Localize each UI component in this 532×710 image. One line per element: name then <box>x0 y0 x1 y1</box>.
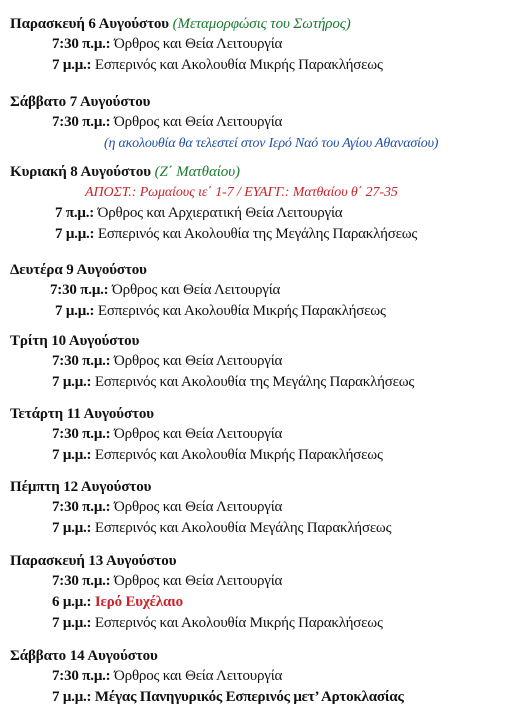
day-block <box>10 260 528 322</box>
day-block <box>10 331 528 393</box>
service-line <box>10 203 528 224</box>
service-line <box>10 666 528 687</box>
day-title: Σάββατο 7 Αυγούστου <box>10 94 151 110</box>
service-line <box>10 55 528 76</box>
day-title: Σάββατο 14 Αυγούστου <box>10 648 158 664</box>
service-line <box>10 301 528 322</box>
service-time: 7:30 π.μ.: <box>52 353 111 369</box>
service-time: 7:30 π.μ.: <box>52 426 111 442</box>
day-header <box>10 92 528 112</box>
service-time: 6 μ.μ.: <box>52 594 92 610</box>
feast-name: (Ζ΄ Ματθαίου) <box>154 164 240 180</box>
service-time: 7:30 π.μ.: <box>50 282 109 298</box>
day-title: Πέμπτη 12 Αυγούστου <box>10 479 152 495</box>
day-title: Δευτέρα 9 Αυγούστου <box>10 262 147 278</box>
service-time: 7 μ.μ.: <box>52 689 92 705</box>
service-desc: Εσπερινός και Ακολουθία Μεγάλης Παρακλήσεως <box>94 520 392 536</box>
service-time: 7 π.μ.: <box>55 205 95 221</box>
service-desc: Όρθρος και Θεία Λειτουργία <box>114 668 283 684</box>
service-line <box>10 424 528 445</box>
service-line <box>10 112 528 133</box>
service-desc: Εσπερινός και Ακολουθία της Μεγάλης Παρακλήσεως <box>97 226 418 242</box>
service-desc: Εσπερινός και Ακολουθία Μικρής Παρακλήσεως <box>94 57 383 73</box>
day-header <box>10 551 528 571</box>
service-desc: Εσπερινός και Ακολουθία της Μεγάλης Παρακλήσεως <box>94 374 415 390</box>
day-header <box>10 404 528 424</box>
service-desc-highlight: Ιερό Ευχέλαιο <box>94 594 183 610</box>
service-time: 7:30 π.μ.: <box>52 573 111 589</box>
service-desc: Εσπερινός και Ακολουθία Μικρής Παρακλήσεως <box>94 615 383 631</box>
day-header <box>10 162 528 182</box>
service-time: 7 μ.μ.: <box>55 303 95 319</box>
day-block <box>10 477 528 539</box>
service-time: 7 μ.μ.: <box>52 615 92 631</box>
day-block <box>10 551 528 634</box>
feast-name: (Μεταμορφώσις του Σωτήρος) <box>172 16 351 32</box>
service-desc: Όρθρος και Θεία Λειτουργία <box>114 499 283 515</box>
service-time: 7:30 π.μ.: <box>52 499 111 515</box>
service-desc: Όρθρος και Θεία Λειτουργία <box>112 282 281 298</box>
service-line <box>10 224 528 245</box>
service-desc: Όρθρος και Θεία Λειτουργία <box>114 353 283 369</box>
day-block <box>10 646 528 708</box>
service-time: 7:30 π.μ.: <box>52 36 111 52</box>
service-desc: Όρθρος και Θεία Λειτουργία <box>114 426 283 442</box>
readings-note: ΑΠΟΣΤ.: Ρωμαίους ιε΄ 1-7 / ΕΥΑΓΓ.: Ματθαίου θ΄ 27-35 <box>85 185 398 200</box>
day-title: Κυριακή 8 Αυγούστου <box>10 164 151 180</box>
service-time: 7 μ.μ.: <box>52 57 92 73</box>
service-desc: Όρθρος και Θεία Λειτουργία <box>114 573 283 589</box>
service-time: 7 μ.μ.: <box>55 226 95 242</box>
day-title: Τρίτη 10 Αυγούστου <box>10 333 140 349</box>
service-desc: Όρθρος και Θεία Λειτουργία <box>114 114 283 130</box>
day-title: Παρασκευή 13 Αυγούστου <box>10 553 177 569</box>
day-header <box>10 646 528 666</box>
day-title: Τετάρτη 11 Αυγούστου <box>10 406 154 422</box>
service-desc: Όρθρος και Αρχιερατική Θεία Λειτουργία <box>97 205 343 221</box>
day-block <box>10 162 528 245</box>
service-line <box>10 518 528 539</box>
day-block <box>10 92 528 154</box>
day-header <box>10 14 528 34</box>
service-line <box>10 34 528 55</box>
location-note: (η ακολουθία θα τελεστεί στον Ιερό Ναό του Αγίου Αθανασίου) <box>104 136 439 151</box>
service-time: 7 μ.μ.: <box>52 447 92 463</box>
service-desc: Εσπερινός και Ακολουθία Μικρής Παρακλήσεως <box>94 447 383 463</box>
service-desc: Όρθρος και Θεία Λειτουργία <box>114 36 283 52</box>
service-line <box>10 445 528 466</box>
service-line <box>10 571 528 592</box>
day-header <box>10 260 528 280</box>
service-line <box>10 613 528 634</box>
day-block <box>10 404 528 466</box>
day-title: Παρασκευή 6 Αυγούστου <box>10 16 169 32</box>
service-time: 7:30 π.μ.: <box>52 114 111 130</box>
service-line <box>10 592 528 613</box>
day-header <box>10 477 528 497</box>
service-time: 7 μ.μ.: <box>52 374 92 390</box>
day-block <box>10 14 528 76</box>
service-desc-bold: Μέγας Πανηγυρικός Εσπερινός μετ’ Αρτοκλασίας <box>94 689 404 705</box>
service-line <box>10 372 528 393</box>
service-line <box>10 687 528 708</box>
service-line <box>10 280 528 301</box>
service-time: 7 μ.μ.: <box>52 520 92 536</box>
service-line <box>10 497 528 518</box>
service-time: 7:30 π.μ.: <box>52 668 111 684</box>
service-desc: Εσπερινός και Ακολουθία Μικρής Παρακλήσεως <box>97 303 386 319</box>
service-line <box>10 351 528 372</box>
day-header <box>10 331 528 351</box>
